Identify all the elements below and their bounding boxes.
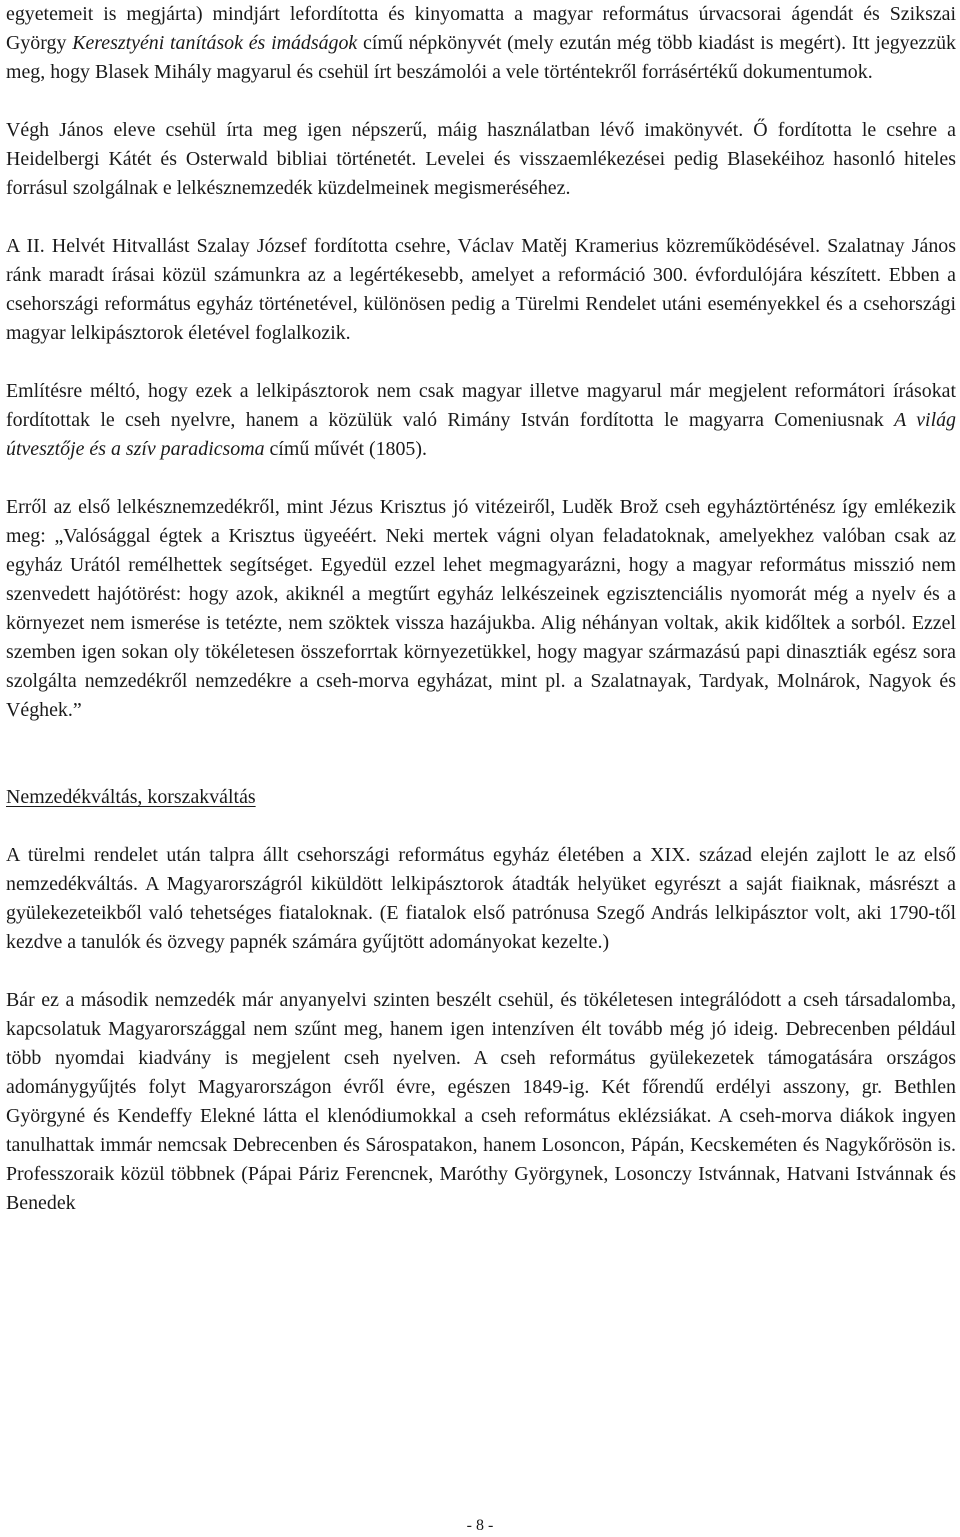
section-heading: Nemzedékváltás, korszakváltás — [6, 786, 256, 808]
paragraph-gap — [6, 348, 956, 377]
book-title-italic: Keresztyéni tanítások és imádságok — [72, 32, 358, 54]
paragraph-7: Bár ez a második nemzedék már anyanyelvi szinten beszélt csehül, és tökéletesen integrálódott a cseh társadalomba, kapcsolatuk Magyarországgal nem szűnt meg, hanem igen intenzíven élt tovább még jó ideig. Debrecenben például több nyomdai kiadvány is megjelent cseh nyelven. A cseh református gyülekezetek támogatására országos adománygyűjtés folyt Magyarországon évről évre, egészen 1849-ig. Két főrendű erdélyi asszony, gr. Bethlen Györgyné és Kendeffy Elekné látta el klenódiumokkal a cseh református eklézsiákat. A cseh-morva diákok ingyen tanulhattak immár nemcsak Debrecenben és Sárospatakon, hanem Losoncon, Pápán, Kecskeméten és Nagykőrösön is. Professzoraik közül többnek (Pápai Páriz Ferencnek, Maróthy Györgynek, Losonczy Istvánnak, Hatvani Istvánnak és Benedek — [6, 989, 956, 1214]
text-run: című művét (1805). — [264, 438, 427, 460]
paragraph-gap — [6, 87, 956, 116]
paragraph-gap — [6, 812, 956, 841]
paragraph-3: A II. Helvét Hitvallást Szalay József fordította csehre, Václav Matěj Kramerius közreműködésével. Szalatnay János ránk maradt írásai közül számunkra az a legértékesebb, amelyet a reformáció 300. évfordulójára készített. Ebben a csehországi református egyház történetével, különösen pedig a Türelmi Rendelet utáni eseményekkel és a csehországi magyar lelkipásztorok életével foglalkozik. — [6, 235, 956, 344]
book-title-italic: A világ útvesztője és a szív paradicsoma — [6, 409, 956, 460]
paragraph-gap — [6, 464, 956, 493]
section-gap — [6, 725, 956, 783]
text-run: Említésre méltó, hogy ezek a lelkipásztorok nem csak magyar illetve magyarul már megjelent reformátori írásokat fordítottak le cseh nyelvre, hanem a közülük való Rimány István fordította le magyarra Comeniusnak — [6, 380, 956, 431]
paragraph-2: Végh János eleve csehül írta meg igen népszerű, máig használatban lévő imakönyvét. Ő fordította le csehre a Heidelbergi Kátét és Osterwald bibliai történetét. Levelei és visszaemlékezései pedig Blasekéihoz hasonló hiteles forrásul szolgálnak e lelkésznemzedék küzdelmeinek megismeréséhez. — [6, 119, 956, 199]
paragraph-5: Erről az első lelkésznemzedékről, mint Jézus Krisztus jó vitézeiről, Luděk Brož cseh egyháztörténész így emlékezik meg: „Valósággal égtek a Krisztus ügyeéért. Neki mertek vágni olyan feladatoknak, amelyekhez valóban csak az egyház Urától remélhettek segítséget. Egyedül ezzel lehet megmagyarázni, hogy a magyar református misszió nem szenvedett hajótörést: hogy azok, akiknél a megtűrt egyház lelkészeinek egzisztenciális nyomorát még a nyelv és a környezet nem ismerése is tetézte, nem szöktek vissza hazájukba. Alig néhányan voltak, akik kidőltek a sorból. Ezzel szemben igen sokan oly tökéletesen összeforrtak környezetükkel, hogy magyar származású papi dinasztiák egész sora szolgálta nemzedékről nemzedékre a cseh-morva egyházat, mint pl. a Szalatnayak, Tardyak, Molnárok, Nagyok és Véghek.” — [6, 496, 956, 721]
paragraph-1 — [6, 0, 956, 87]
text-run: egyetemeit is megjárta) mindjárt lefordította és kinyomatta a magyar református úrvacsorai ágendát és Szikszai György — [6, 3, 956, 54]
document-page — [6, 0, 956, 1218]
page-number: - 8 - — [466, 1517, 494, 1534]
paragraph-gap — [6, 203, 956, 232]
text-run: című népkönyvét (mely ezután még több kiadást is megért). Itt jegyezzük meg, hogy Blasek Mihály magyarul és csehül írt beszámolói a vele történtekről forrásértékű dokumentumok. — [6, 32, 956, 83]
page-footer — [0, 1516, 960, 1536]
paragraph-6: A türelmi rendelet után talpra állt csehországi református egyház életében a XIX. század elején zajlott le az első nemzedékváltás. A Magyarországról kiküldött lelkipásztorok átadták helyüket egyrészt a saját fiaiknak, másrészt a gyülekezeteikből való tehetséges fiataloknak. (E fiatalok első patrónusa Szegő András lelkipásztor volt, aki 1790-től kezdve a tanulók és özvegy papnék számára gyűjtött adományokat kezelte.) — [6, 844, 956, 953]
paragraph-4 — [6, 377, 956, 464]
paragraph-gap — [6, 957, 956, 986]
